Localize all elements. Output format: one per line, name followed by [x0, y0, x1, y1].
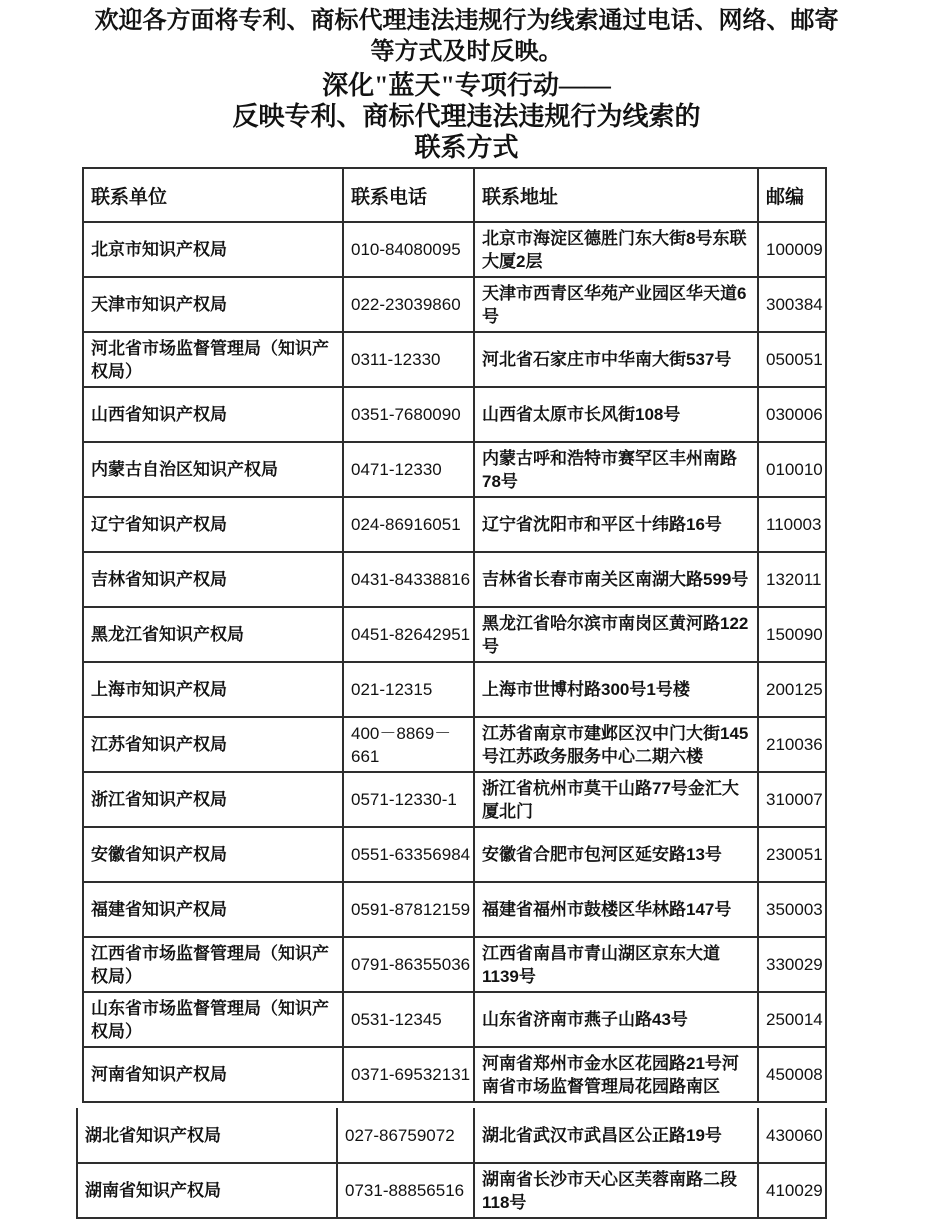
cell-unit: 河南省知识产权局: [83, 1047, 343, 1102]
cell-phone: 0531-12345: [343, 992, 474, 1047]
cell-unit: 天津市知识产权局: [83, 277, 343, 332]
cell-phone: 400－8869－661: [343, 717, 474, 772]
table-row: [83, 552, 826, 607]
table-row: [83, 662, 826, 717]
cell-phone: 0451-82642951: [343, 607, 474, 662]
cell-phone: 0571-12330-1: [343, 772, 474, 827]
cell-postcode: 450008: [758, 1047, 826, 1102]
contact-table: [82, 167, 827, 1103]
header-row: [83, 168, 826, 222]
cell-unit: 江西省市场监督管理局（知识产权局）: [83, 937, 343, 992]
cell-phone: 0791-86355036: [343, 937, 474, 992]
column-header-unit: 联系单位: [83, 168, 343, 222]
intro-paragraph: [57, 6, 877, 68]
cell-address: 吉林省长春市南关区南湖大路599号: [474, 552, 758, 607]
table-row: [83, 937, 826, 992]
title-line-2: 反映专利、商标代理违法违规行为线索的: [232, 102, 701, 131]
cell-address: 福建省福州市鼓楼区华林路147号: [474, 882, 758, 937]
cell-phone: 024-86916051: [343, 497, 474, 552]
title-line-3: 联系方式: [414, 133, 519, 162]
table-row: [83, 772, 826, 827]
cell-address: 安徽省合肥市包河区延安路13号: [474, 827, 758, 882]
cell-unit: 吉林省知识产权局: [83, 552, 343, 607]
cell-address: 河北省石家庄市中华南大街537号: [474, 332, 758, 387]
cell-phone: 0731-88856516: [337, 1163, 474, 1218]
cell-postcode: 110003: [758, 497, 826, 552]
cell-postcode: 410029: [758, 1163, 826, 1218]
table-row: [83, 992, 826, 1047]
table-row: [83, 882, 826, 937]
cell-phone: 021-12315: [343, 662, 474, 717]
cell-postcode: 250014: [758, 992, 826, 1047]
cell-phone: 0311-12330: [343, 332, 474, 387]
table-row: [77, 1108, 826, 1163]
cell-unit: 福建省知识产权局: [83, 882, 343, 937]
cell-postcode: 030006: [758, 387, 826, 442]
cell-address: 江西省南昌市青山湖区京东大道1139号: [474, 937, 758, 992]
cell-postcode: 050051: [758, 332, 826, 387]
cell-address: 北京市海淀区德胜门东大街8号东联大厦2层: [474, 222, 758, 277]
cell-postcode: 150090: [758, 607, 826, 662]
contact-table-continued: [76, 1108, 827, 1219]
cell-unit: 河北省市场监督管理局（知识产权局）: [83, 332, 343, 387]
contact-table-header: [83, 168, 826, 222]
title-line-1: 深化"蓝天"专项行动——: [322, 71, 611, 100]
table-row: [83, 827, 826, 882]
cell-address: 山东省济南市燕子山路43号: [474, 992, 758, 1047]
cell-postcode: 200125: [758, 662, 826, 717]
contact-table-continued-body: [77, 1108, 826, 1218]
table-row: [83, 332, 826, 387]
cell-address: 山西省太原市长风街108号: [474, 387, 758, 442]
cell-address: 辽宁省沈阳市和平区十纬路16号: [474, 497, 758, 552]
intro-line-1: 欢迎各方面将专利、商标代理违法违规行为线索通过电话、网络、邮寄: [94, 8, 839, 34]
cell-address: 江苏省南京市建邺区汉中门大街145号江苏政务服务中心二期六楼: [474, 717, 758, 772]
cell-unit: 安徽省知识产权局: [83, 827, 343, 882]
cell-postcode: 132011: [758, 552, 826, 607]
document-title: [57, 70, 877, 163]
cell-unit: 山东省市场监督管理局（知识产权局）: [83, 992, 343, 1047]
cell-address: 湖北省武汉市武昌区公正路19号: [474, 1108, 758, 1163]
cell-address: 天津市西青区华苑产业园区华天道6号: [474, 277, 758, 332]
cell-unit: 内蒙古自治区知识产权局: [83, 442, 343, 497]
cell-postcode: 230051: [758, 827, 826, 882]
cell-postcode: 310007: [758, 772, 826, 827]
cell-address: 河南省郑州市金水区花园路21号河南省市场监督管理局花园路南区: [474, 1047, 758, 1102]
cell-postcode: 350003: [758, 882, 826, 937]
cell-address: 黑龙江省哈尔滨市南岗区黄河路122号: [474, 607, 758, 662]
table-row: [83, 607, 826, 662]
cell-phone: 0351-7680090: [343, 387, 474, 442]
table-row: [83, 497, 826, 552]
table-row: [83, 442, 826, 497]
cell-unit: 湖南省知识产权局: [77, 1163, 337, 1218]
cell-address: 内蒙古呼和浩特市赛罕区丰州南路78号: [474, 442, 758, 497]
column-header-phone: 联系电话: [343, 168, 474, 222]
table-row: [83, 1047, 826, 1102]
cell-unit: 浙江省知识产权局: [83, 772, 343, 827]
cell-unit: 北京市知识产权局: [83, 222, 343, 277]
cell-postcode: 010010: [758, 442, 826, 497]
cell-postcode: 300384: [758, 277, 826, 332]
cell-unit: 黑龙江省知识产权局: [83, 607, 343, 662]
contact-table-body: [83, 222, 826, 1102]
cell-postcode: 330029: [758, 937, 826, 992]
cell-unit: 山西省知识产权局: [83, 387, 343, 442]
cell-postcode: 210036: [758, 717, 826, 772]
cell-address: 浙江省杭州市莫干山路77号金汇大厦北门: [474, 772, 758, 827]
cell-postcode: 430060: [758, 1108, 826, 1163]
table-row: [83, 717, 826, 772]
cell-phone: 010-84080095: [343, 222, 474, 277]
cell-phone: 027-86759072: [337, 1108, 474, 1163]
table-row: [83, 277, 826, 332]
cell-address: 湖南省长沙市天心区芙蓉南路二段118号: [474, 1163, 758, 1218]
column-header-address: 联系地址: [474, 168, 758, 222]
intro-line-2: 等方式及时反映。: [370, 39, 563, 65]
cell-phone: 0471-12330: [343, 442, 474, 497]
cell-unit: 上海市知识产权局: [83, 662, 343, 717]
cell-unit: 江苏省知识产权局: [83, 717, 343, 772]
cell-phone: 0591-87812159: [343, 882, 474, 937]
cell-unit: 辽宁省知识产权局: [83, 497, 343, 552]
cell-phone: 0371-69532131: [343, 1047, 474, 1102]
table-row: [83, 222, 826, 277]
table-row: [83, 387, 826, 442]
cell-postcode: 100009: [758, 222, 826, 277]
cell-unit: 湖北省知识产权局: [77, 1108, 337, 1163]
cell-phone: 022-23039860: [343, 277, 474, 332]
cell-address: 上海市世博村路300号1号楼: [474, 662, 758, 717]
cell-phone: 0551-63356984: [343, 827, 474, 882]
cell-phone: 0431-84338816: [343, 552, 474, 607]
column-header-postcode: 邮编: [758, 168, 826, 222]
